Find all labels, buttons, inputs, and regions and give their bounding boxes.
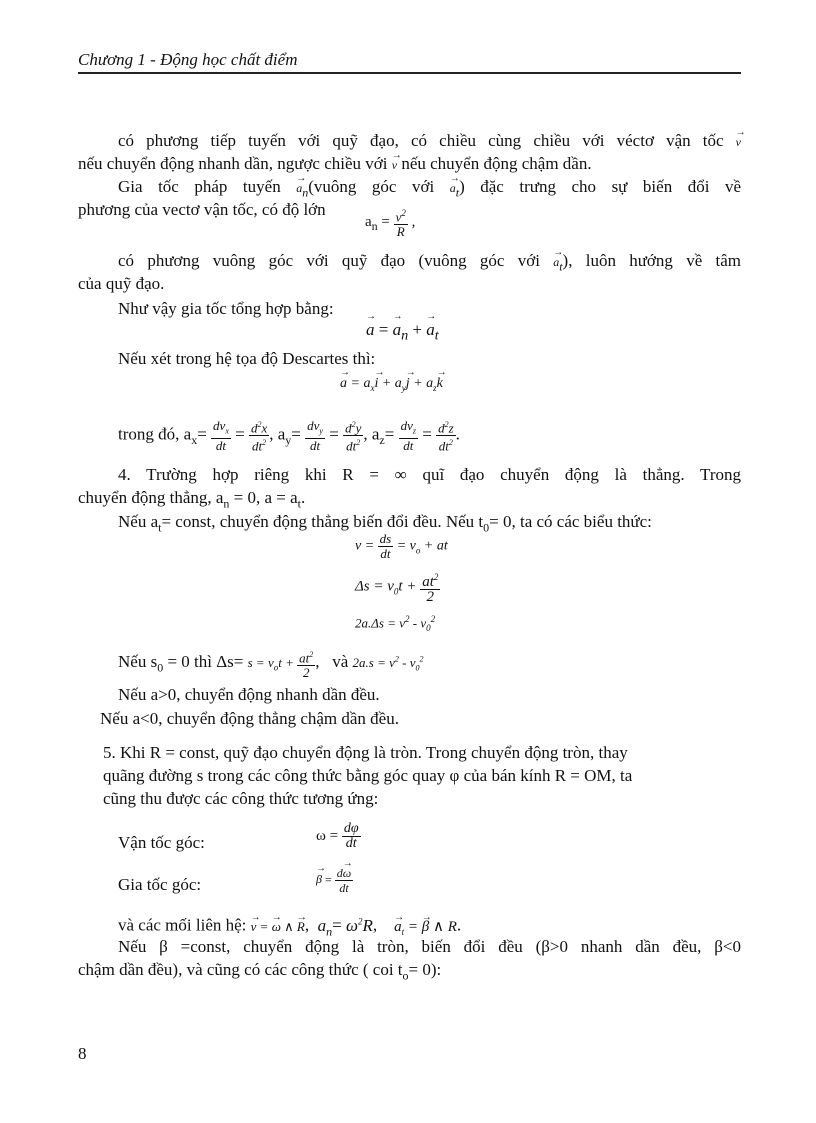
text-line: chậm dần đều), và cũng có các công thức ( coi $t_o= 0$):: [78, 960, 442, 983]
text-line: 4. Trường hợp riêng khi R = ∞ quĩ đạo chuyển động là thẳng. Trong: [118, 465, 741, 484]
text-line: và các mối liên hệ: → v = → ω ∧ → R, $a_n= \omega^2R$, → $a_t$ = → β ∧ R.: [118, 910, 461, 943]
equation-a-total: → a = → $a_n$ + → $a_t$: [366, 320, 439, 344]
text-line: cũng thu được các công thức tương ứng:: [103, 789, 379, 808]
equation-displacement: $\Delta s = v_0t$ + $\frac{at^2}{2}$: [355, 572, 439, 605]
text-line: trong đó, $a_x=$ $\frac{dv_x}{dt}$ = $\frac{d^2x}{dt^2}$ , $a_y=$ $\frac{dv_y}{dt}$ = $\frac{d^2y}{dt^2}$ , $a_z=$ $\frac{dv_z}{dt}$ = $\frac{d^2z}{dt^2}$ .: [118, 417, 460, 454]
text-line: Nếu a<0, chuyển động thẳng chậm dần đều.: [100, 709, 399, 728]
text-line: có phương tiếp tuyến với quỹ đạo, có chiều cùng chiều với véctơ vận tốc → v: [118, 130, 741, 153]
text-line: Vận tốc góc:: [118, 833, 205, 852]
equation-descartes: → $a = a_x\to i + a_y\to j + a_z\to k$: [340, 376, 443, 393]
text-line: Nếu a>0, chuyển động nhanh dần đều.: [118, 685, 380, 704]
text-line: phương của vectơ vận tốc, có độ lớn: [78, 200, 326, 219]
equation-velocity: v = $\frac{ds}{dt}$ = $v_o$ + at: [355, 531, 448, 561]
text-line: Nếu $s_0 = 0$ thì $\Delta s= s = v_ot$ + $\frac{at^2}{2}$ , và $2a.s = v^2 - v_0^2$: [118, 650, 424, 681]
equation-omega: ω = $\frac{d\varphi}{dt}$: [316, 821, 359, 851]
text-line: Nếu β =const, chuyển động là tròn, biến đổi đều (β>0 nhanh dần đều, β<0: [118, 937, 741, 956]
text-line: Nếu xét trong hệ tọa độ Descartes thì:: [118, 349, 376, 368]
text-line: quãng đường s trong các công thức bằng góc quay φ của bán kính R = OM, ta: [103, 766, 633, 785]
text-line: Gia tốc pháp tuyến → $a_n(vuông$ góc với → $a_t$) đặc trưng cho sự biến đổi về: [118, 176, 741, 203]
text-line: 5. Khi R = const, quỹ đạo chuyển động là tròn. Trong chuyển động tròn, thay: [103, 743, 628, 762]
text-line: có phương vuông góc với quỹ đạo (vuông góc với → $a_t$), luôn hướng về tâm: [118, 250, 741, 277]
text-line: Gia tốc góc:: [118, 875, 202, 894]
equation-beta: → β = $\frac{d\to \omega}{dt}$: [316, 866, 353, 895]
text-line: chuyển động thẳng, $a_n = 0$, $a = a_t$.: [78, 488, 306, 511]
header-title: Chương 1 - Động học chất điểm: [78, 50, 298, 69]
text-line: Như vậy gia tốc tổng hợp bằng:: [118, 299, 334, 318]
text-line: Nếu $a_t=$ const, chuyển động thẳng biến đổi đều. Nếu $t_0= 0$, ta có các biểu thức:: [118, 512, 652, 535]
page-number: 8: [78, 1044, 87, 1063]
text-line: nếu chuyển động nhanh dần, ngược chiều với → v nếu chuyển động chậm dần.: [78, 153, 592, 176]
page-header: [78, 50, 741, 74]
equation-an: $a_n$ = $\frac{v^2}{R}$ ,: [365, 208, 416, 240]
equation-relation: $2a.\Delta s = v^2 - v_0^2$: [355, 614, 436, 633]
text-line: của quỹ đạo.: [78, 274, 165, 293]
